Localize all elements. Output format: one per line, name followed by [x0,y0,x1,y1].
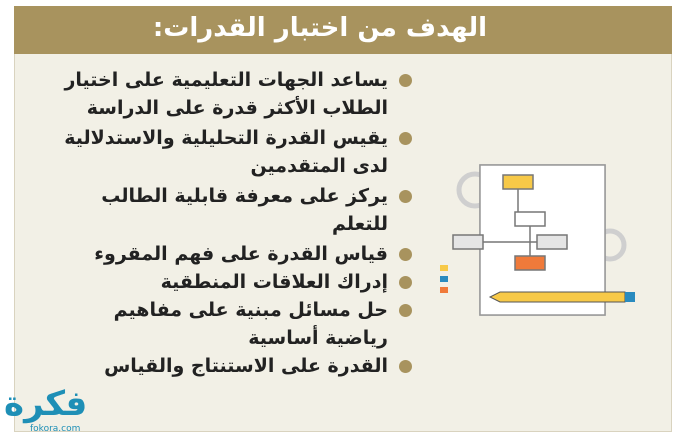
list-item-line: يقيس القدرة التحليلية والاستدلالية [64,127,388,149]
watermark-logo: فكرة [4,384,88,424]
list-item-line: حل مسائل مبنية على مفاهيم [113,299,388,321]
list-item [56,66,416,122]
list-item-line: الطلاب الأكثر قدرة على الدراسة [86,97,388,119]
pencil-icon [490,292,635,302]
bullet-icon [399,276,412,289]
bullet-icon [399,74,412,87]
list-item-line: للتعلم [331,213,388,235]
bullet-icon [399,360,412,373]
list-item [56,240,416,268]
goals-list [56,66,416,380]
page-title: الهدف من اختبار القدرات: [152,13,487,43]
list-item-line: يركز على معرفة قابلية الطالب [101,185,388,207]
bullet-icon [399,190,412,203]
legend-icon [440,265,448,293]
watermark-url: fokora.com [30,424,81,434]
list-item [56,268,416,296]
list-item-line: القدرة على الاستنتاج والقياس [104,355,388,377]
watermark [4,384,144,444]
list-item-line: رياضية أساسية [248,327,388,349]
list-item-line: إدراك العلاقات المنطقية [160,271,388,293]
header-bar [14,6,672,54]
list-item-line: يساعد الجهات التعليمية على اختيار [64,69,388,91]
list-item [56,352,416,380]
bullet-icon [399,304,412,317]
document-flowchart-illustration [435,150,655,330]
bullet-icon [399,132,412,145]
bullet-icon [399,248,412,261]
list-item-line: لدى المتقدمين [250,155,388,177]
list-item-line: قياس القدرة على فهم المقروء [94,243,388,265]
list-item [56,182,416,238]
list-item [56,124,416,180]
list-item [56,296,416,352]
